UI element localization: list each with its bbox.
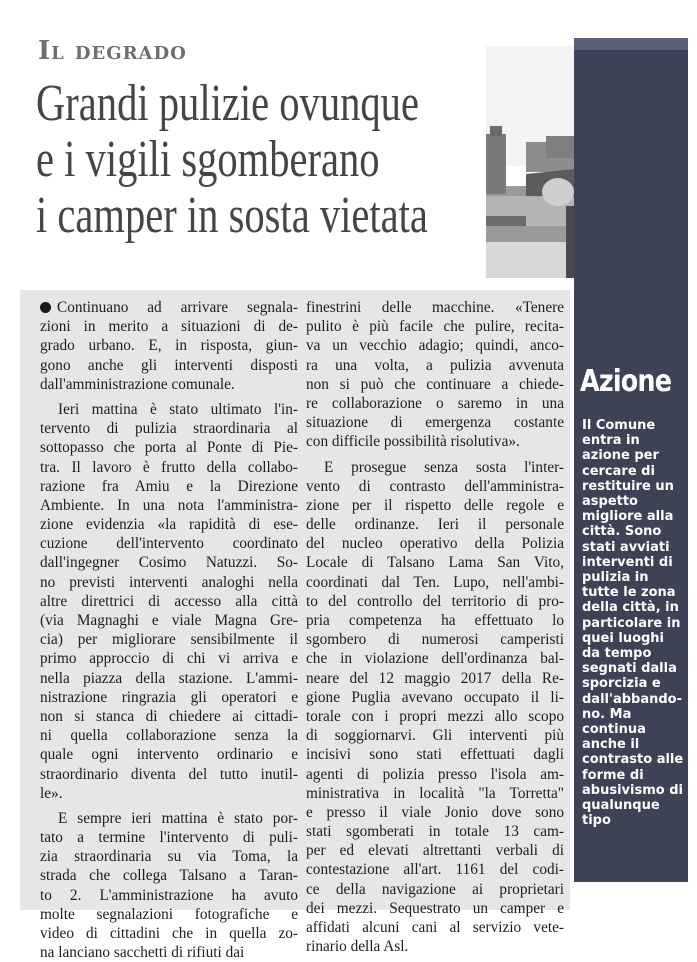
article-line: dei mezzi. Sequestrato un camper e [306, 899, 564, 917]
article-line: zia straordinaria su via Toma, la [40, 848, 298, 866]
article-line: affidati alcuni cani al servizio vete- [306, 919, 564, 936]
sidebar-line: forme di [582, 767, 644, 783]
article-line: sgombero di numerosi camperisti [306, 631, 564, 649]
sidebar-line: entra in [582, 433, 640, 449]
section-kicker: Il degrado [38, 36, 187, 66]
article-line: situazione di emergenza costante [306, 414, 564, 432]
sidebar-line: interventi di [582, 554, 673, 570]
sidebar-line: particolare in [582, 615, 681, 631]
sidebar-line: azione per [582, 448, 659, 464]
sidebar-line: sporcizia e [582, 676, 661, 692]
article-line: to del controllo del territorio di pro- [306, 592, 564, 610]
article-line: zione evidenzia «la rapidità di ese- [40, 516, 298, 534]
sidebar-line: restituire un [582, 478, 674, 494]
article-line: to 2. L'amministrazione ha avuto [40, 886, 298, 904]
article-line: primo approccio di chi vi arriva e [40, 650, 298, 668]
headline-line: e i vigili sgomberano [36, 131, 380, 188]
sidebar-title: Azione [580, 364, 672, 399]
sidebar-line: migliore alla [582, 509, 674, 525]
article-line: Ambiente. In una nota l'amministra- [40, 496, 298, 514]
article-line: na lanciano sacchetti di rifiuti dai [40, 944, 245, 962]
article-line: (via Magnaghi e viale Magna Gre- [40, 612, 298, 629]
sidebar-line: tipo [582, 813, 611, 829]
article-line: Locale di Talsano Lama San Vito, [306, 554, 564, 572]
bullet-icon [40, 302, 51, 313]
article-line: razione fra Amiu e la Direzione [40, 477, 298, 495]
sidebar-text [582, 418, 682, 828]
article-line: cuzione dell'intervento coordinato [40, 535, 298, 553]
sidebar-line: continua [582, 722, 646, 738]
article-line: nistrazione ringrazia gli operatori e [40, 688, 298, 706]
article-line: video di cittadini che in quella zo- [40, 925, 298, 942]
sidebar-line: tutte le zona [582, 585, 676, 601]
article-line: molte segnalazioni fotografiche e [40, 905, 298, 923]
headline [36, 76, 496, 244]
sidebar-line: anche il [582, 737, 640, 753]
article-line: stati sgomberati in totale 13 cam- [306, 823, 564, 841]
sidebar-line: segnati dalla [582, 661, 677, 677]
sidebar-line: contrasto alle [582, 752, 684, 768]
headline-line: i camper in sosta vietata [36, 187, 428, 244]
article-line: che in violazione dell'ordinanza bal- [306, 650, 564, 668]
article-line: gono anche gli interventi disposti [40, 356, 298, 374]
article-line: le». [40, 784, 63, 802]
article-right-column [306, 298, 564, 956]
article-line: pria competenza ha effettuato lo [306, 612, 564, 629]
sidebar-line: città. Sono [582, 524, 662, 540]
article-line: altre direttrici di accesso alla città [40, 592, 298, 610]
article-line: straordinario diventa del tutto inutil- [40, 765, 298, 783]
article-line: pulito è più facile che pulire, recita- [306, 318, 564, 336]
article-line: del nucleo operativo della Polizia [306, 535, 564, 553]
sidebar-line: aspetto [582, 494, 638, 510]
article-left-column [40, 298, 298, 962]
sidebar-line: qualunque [582, 798, 660, 814]
article-line: contestazione all'art. 1161 del codi- [306, 861, 564, 879]
article-line: incisivi sono stati effettuati dagli [306, 746, 564, 764]
article-line: ce della navigazione ai proprietari [306, 880, 564, 898]
article-line: dall'amministrazione comunale. [40, 375, 235, 393]
article-line: con difficile possibilità risolutiva». [306, 433, 520, 451]
article-line: delle ordinanze. Ieri il personale [306, 516, 564, 534]
article-line: tra. Il lavoro è frutto della collabo- [40, 458, 298, 476]
article-line: nella piazza della stazione. L'ammi- [40, 669, 298, 687]
article-line: vento di contrasto dell'amministra- [306, 477, 564, 495]
article-line: tato a termine l'intervento di puli- [40, 829, 298, 847]
article-line: Continuano ad arrivare segnala- [40, 298, 298, 317]
article-line: E prosegue senza sosta l'inter- [324, 458, 564, 476]
article-line: ra una volta, a pulizia avvenuta [306, 356, 564, 374]
article-line: no previsti interventi analoghi nella [40, 573, 298, 591]
sidebar-line: Il Comune [582, 418, 656, 433]
article-line: ni quella collaborazione senza la [40, 727, 298, 745]
article-line: non si stanca di chiedere ai cittadi- [40, 707, 298, 725]
article-line: e presso il viale Jonio dove sono [306, 803, 564, 821]
article-line: dall'ingegner Cosimo Natuzzi. So- [40, 554, 298, 572]
sidebar-line: stati avviati [582, 539, 670, 555]
article-line: zione per il rispetto delle regole e [306, 496, 564, 514]
article-line: grado urbano. E, in risposta, giun- [40, 337, 298, 355]
article-line: ministrativa in località "la Torretta" [306, 784, 564, 802]
article-line: rinario della Asl. [306, 938, 409, 956]
sidebar-line: quei luoghi [582, 630, 665, 646]
article-line: finestrini delle macchine. «Tenere [306, 299, 564, 316]
article-line: neare del 12 maggio 2017 della Re- [306, 669, 564, 687]
article-line: E sempre ieri mattina è stato por- [58, 809, 298, 827]
article-line: sottopasso che porta al Ponte di Pie- [40, 439, 298, 457]
headline-line: Grandi pulizie ovunque [36, 75, 419, 132]
article-line: strada che collega Talsano a Taran- [40, 867, 298, 885]
article-line: non si può che continuare a chiede- [306, 375, 564, 393]
article-line: tervento di pulizia straordinaria al [40, 420, 298, 438]
article-line: quale ogni intervento ordinario e [40, 746, 298, 764]
article-line: agenti di polizia presso l'isola am- [306, 765, 564, 783]
article-line: per ed elevati altrettanti verbali di [306, 842, 564, 860]
article-line: cia) per migliorare sensibilmente il [40, 631, 298, 649]
article-line: di soggiornarvi. Gli interventi più [306, 727, 564, 745]
article-line: coordinati dal Ten. Lupo, nell'ambi- [306, 573, 564, 591]
sidebar-line: abusivismo di [582, 782, 683, 798]
sidebar-line: pulizia in [582, 570, 649, 586]
article-line: zioni in merito a situazioni di de- [40, 318, 298, 336]
article-line: gione Puglia avevano occupato il li- [306, 688, 564, 706]
article-line: va un vecchio adagio; quindi, anco- [306, 337, 564, 355]
sidebar-line: della città, in [582, 600, 679, 616]
article-line: torale con i propri mezzi allo scopo [306, 707, 564, 725]
sidebar-line: no. Ma [582, 706, 632, 722]
sidebar-top-strip [574, 38, 688, 50]
sidebar-line: dall'abbando- [582, 691, 683, 707]
article-line: Ieri mattina è stato ultimato l'in- [58, 400, 298, 418]
article-line: re collaborazione o saremo in una [306, 394, 564, 412]
sidebar-line: cercare di [582, 463, 655, 479]
sidebar-line: da tempo [582, 646, 652, 662]
